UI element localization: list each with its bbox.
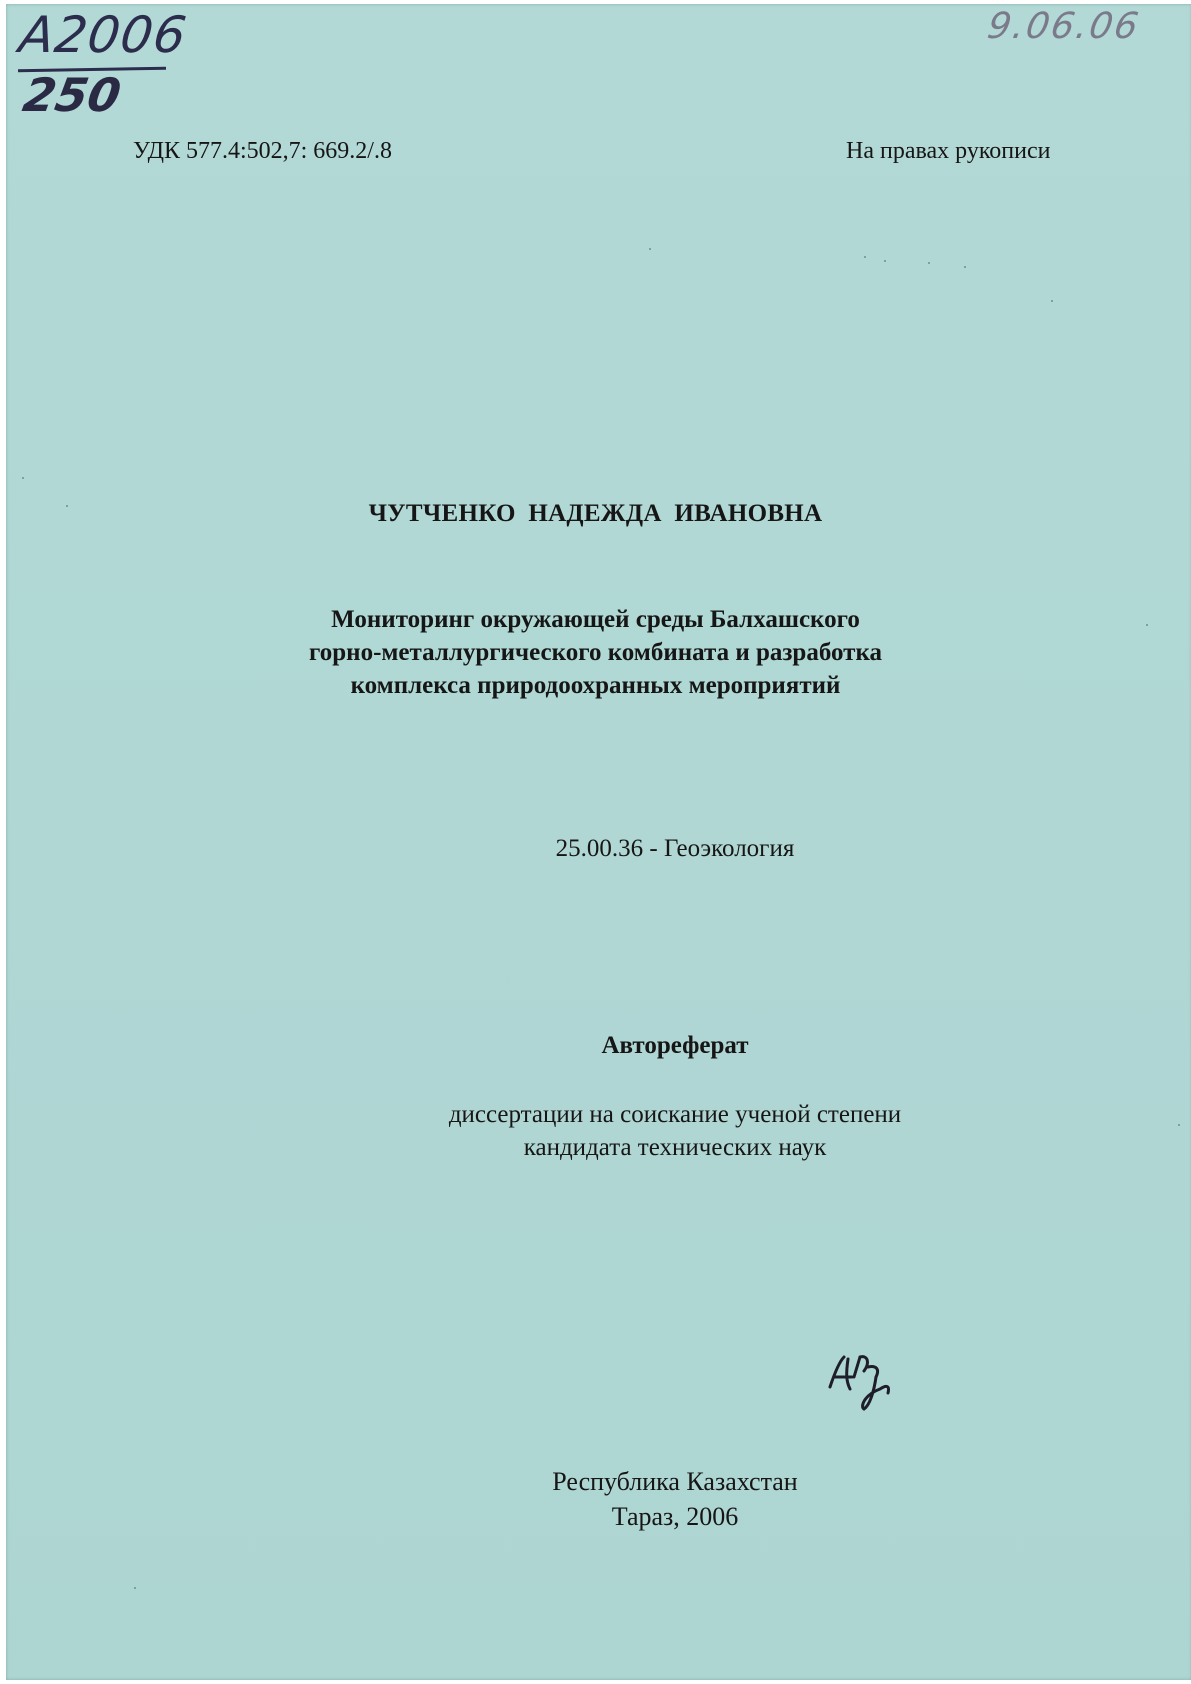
specialty-code: 25.00.36 - Геоэкология — [555, 835, 795, 862]
city-year-line: Тараз, 2006 — [611, 1502, 739, 1531]
thesis-title-line: горно-металлургического комбината и разработка — [309, 639, 882, 666]
thesis-title-line: комплекса природоохранных мероприятий — [350, 672, 841, 699]
udc-code: УДК 577.4:502,7: 669.2/.8 — [133, 138, 392, 164]
degree-description — [0, 1098, 1191, 1164]
author-name: ЧУТЧЕНКО НАДЕЖДА ИВАНОВНА — [368, 500, 823, 527]
scan-border-left — [0, 0, 6, 1684]
scan-border-top — [0, 0, 1191, 4]
manuscript-rights-note: На правах рукописи — [846, 138, 1051, 164]
publication-place — [0, 1464, 1191, 1534]
handwritten-inventory-number: А2006 — [15, 6, 191, 64]
thesis-title-line: Мониторинг окружающей среды Балхашского — [331, 606, 860, 633]
degree-line: диссертации на соискание ученой степени — [448, 1101, 902, 1128]
handwritten-inventory-count: 250 — [19, 68, 125, 122]
country-line: Республика Казахстан — [552, 1467, 798, 1496]
handwritten-signature — [824, 1347, 914, 1411]
handwritten-date: 9.06.06 — [984, 6, 1144, 47]
degree-line: кандидата технических наук — [523, 1134, 827, 1161]
thesis-title — [0, 603, 1191, 702]
document-type: Автореферат — [601, 1032, 749, 1059]
